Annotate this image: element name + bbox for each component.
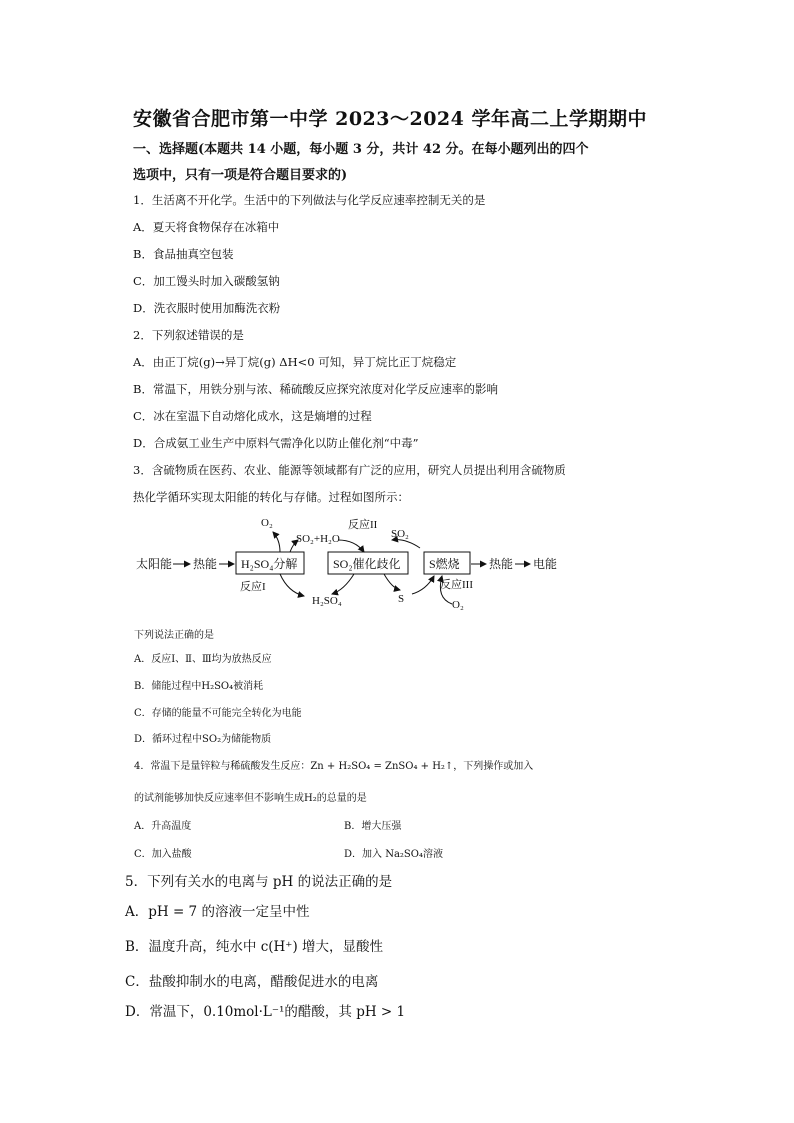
q3-option-d: D．循环过程中SO₂为储能物质	[134, 734, 272, 745]
arrow-disproportionation-to-h2so4	[332, 574, 354, 594]
label-reaction-2: 反应II	[348, 519, 378, 531]
q5-stem: 5．下列有关水的电离与 pH 的说法正确的是	[125, 874, 393, 890]
q3-prompt: 下列说法正确的是	[134, 630, 214, 641]
q5-option-c: C．盐酸抑制水的电离，醋酸促进水的电离	[125, 974, 379, 990]
label-s-combustion: S燃烧	[429, 557, 460, 571]
q4-stem-line2: 的试剂能够加快反应速率但不影响生成H₂的总量的是	[134, 793, 367, 804]
q3-option-a: A．反应Ⅰ、Ⅱ、Ⅲ均为放热反应	[134, 654, 272, 665]
label-so2-h2o: SO₂+H₂O	[296, 533, 340, 545]
q3-option-c: C．存储的能量不可能完全转化为电能	[134, 708, 302, 719]
label-heat-energy-2: 热能	[489, 557, 514, 571]
arrow-so2-h2o-to-disproportionation	[338, 540, 364, 552]
arrow-s-to-combustion	[412, 576, 434, 594]
arrow-to-h2so4	[280, 574, 304, 596]
section-heading-line2: 选项中，只有一项是符合题目要求的)	[133, 168, 348, 183]
sulfur-cycle-diagram	[130, 510, 570, 618]
label-o2-top: O₂	[261, 517, 273, 529]
label-h2so4-decomposition: H₂SO₄分解	[241, 557, 298, 571]
label-so2-disproportionation: SO₂催化歧化	[333, 557, 401, 571]
q1-option-c: C．加工馒头时加入碳酸氢钠	[133, 274, 280, 288]
q5-option-b: B．温度升高，纯水中 c(H⁺) 增大，显酸性	[125, 939, 383, 955]
q4-option-d: D．加入 Na₂SO₄溶液	[344, 849, 443, 860]
q4-option-c: C．加入盐酸	[134, 849, 192, 860]
q2-option-c: C．冰在室温下自动熔化成水，这是熵增的过程	[133, 409, 372, 423]
q4-option-b: B．增大压强	[344, 821, 402, 832]
label-s-product: S	[398, 593, 405, 605]
label-so2-right: SO₂	[391, 528, 409, 540]
q2-option-b: B．常温下，用铁分别与浓、稀硫酸反应探究浓度对化学反应速率的影响	[133, 382, 498, 396]
q2-option-d: D．合成氨工业生产中原料气需净化以防止催化剂“中毒”	[133, 436, 419, 450]
q3-option-b: B．储能过程中H₂SO₄被消耗	[134, 681, 264, 692]
label-electric-energy: 电能	[533, 557, 558, 571]
q1-option-d: D．洗衣服时使用加酶洗衣粉	[133, 301, 281, 315]
label-reaction-3: 反应III	[440, 579, 473, 591]
page-title: 安徽省合肥市第一中学 2023～2024 学年高二上学期期中	[133, 108, 647, 130]
q5-option-d: D．常温下，0.10mol·L⁻¹的醋酸，其 pH > 1	[125, 1004, 406, 1020]
label-h2so4-product: H₂SO₄	[312, 595, 342, 607]
q1-stem: 1．生活离不开化学。生活中的下列做法与化学反应速率控制无关的是	[133, 193, 486, 207]
q3-stem-line1: 3．含硫物质在医药、农业、能源等领域都有广泛的应用，研究人员提出利用含硫物质	[133, 463, 566, 477]
label-solar-energy: 太阳能	[136, 557, 173, 571]
arrow-to-o2	[273, 532, 280, 552]
q2-stem: 2．下列叙述错误的是	[133, 328, 244, 342]
q4-option-a: A．升高温度	[134, 821, 192, 832]
q5-option-a: A．pH = 7 的溶液一定呈中性	[125, 904, 310, 920]
label-heat-energy-1: 热能	[193, 557, 218, 571]
q4-stem-line1: 4．常温下是量锌粒与稀硫酸发生反应：Zn + H₂SO₄ = ZnSO₄ + H₂↑，下列操作或加入	[134, 761, 534, 772]
label-reaction-1: 反应I	[240, 581, 266, 593]
arrow-so2-recycle	[392, 540, 420, 548]
q2-option-a: A．由正丁烷(g)→异丁烷(g) ΔH<0 可知，异丁烷比正丁烷稳定	[133, 355, 457, 369]
label-o2-bottom: O₂	[452, 599, 464, 611]
arrow-disproportionation-to-s	[384, 574, 400, 590]
q3-stem-line2: 热化学循环实现太阳能的转化与存储。过程如图所示：	[133, 490, 409, 504]
q1-option-b: B．食品抽真空包装	[133, 247, 234, 261]
q1-option-a: A．夏天将食物保存在冰箱中	[133, 220, 280, 234]
section-heading-line1: 一、选择题(本题共 14 小题，每小题 3 分，共计 42 分。在每小题列出的四个	[133, 142, 589, 157]
